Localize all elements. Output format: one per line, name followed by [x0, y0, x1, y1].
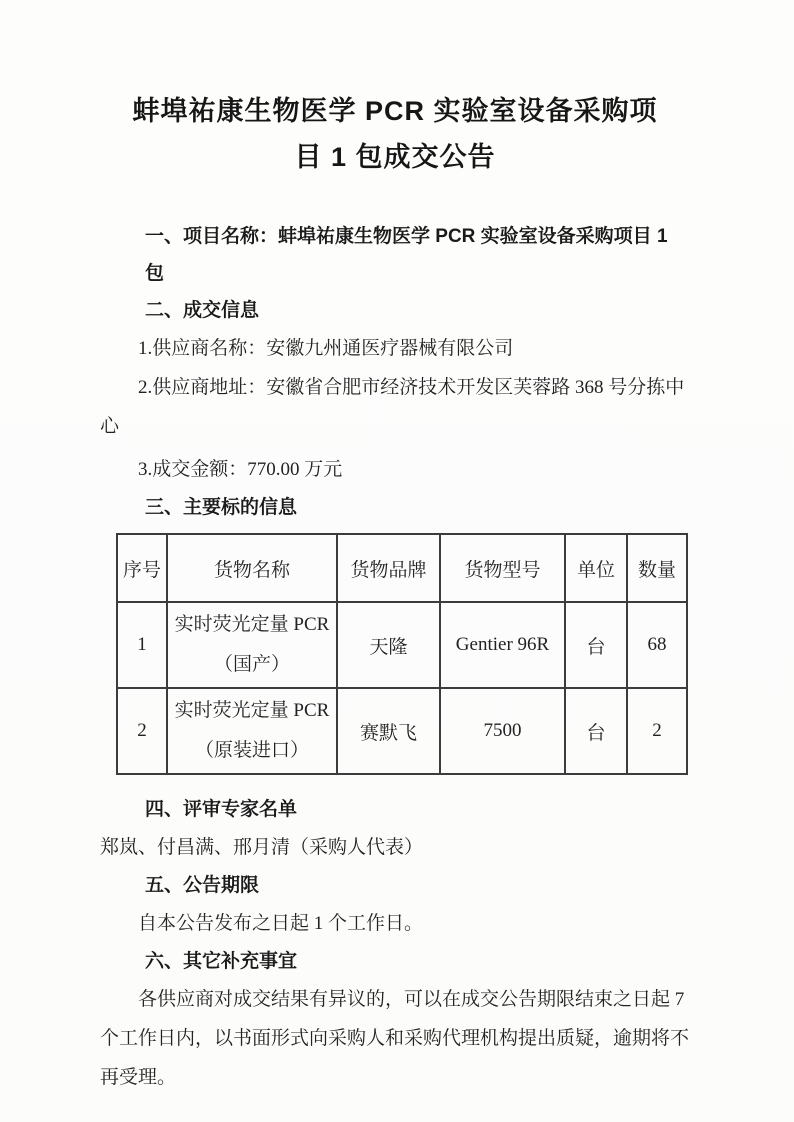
cell-qty: 2: [627, 688, 687, 774]
supplier-name-line: 1.供应商名称：安徽九州通医疗器械有限公司: [138, 338, 514, 359]
cell-brand: 赛默飞: [337, 688, 440, 774]
supplier-address-line: 2.供应商地址：安徽省合肥市经济技术开发区芙蓉路 368 号分拣中心: [100, 377, 685, 437]
goods-table-header-row: [117, 534, 687, 602]
cell-unit: 台: [565, 688, 627, 774]
cell-serial: 1: [117, 602, 167, 688]
col-header-model: 货物型号: [440, 534, 565, 602]
cell-serial: 2: [117, 688, 167, 774]
goods-name-line-1: 实时荧光定量 PCR: [174, 614, 330, 635]
cell-goods-name: [167, 688, 337, 774]
expert-names-line: 郑岚、付昌满、邢月清（采购人代表）: [100, 837, 424, 858]
col-header-serial: 序号: [117, 534, 167, 602]
section-heading-supplementary: 六、其它补充事宜: [145, 951, 298, 972]
table-row: [117, 602, 687, 688]
col-header-qty: 数量: [627, 534, 687, 602]
award-amount-line: 3.成交金额：770.00 万元: [138, 459, 343, 480]
section-heading-award-info: 二、成交信息: [145, 300, 260, 321]
goods-name-line-2: （国产）: [213, 654, 290, 675]
goods-table: [116, 533, 688, 775]
goods-name-line-1: 实时荧光定量 PCR: [174, 700, 330, 721]
cell-model: Gentier 96R: [440, 602, 565, 688]
section-heading-project-name: 一、项目名称：蚌埠祐康生物医学 PCR 实验室设备采购项目 1 包: [145, 226, 668, 284]
goods-name-line-2: （原装进口）: [194, 740, 309, 761]
cell-brand: 天隆: [337, 602, 440, 688]
cell-unit: 台: [565, 602, 627, 688]
announcement-period-line: 自本公告发布之日起 1 个工作日。: [138, 913, 424, 934]
document-title-line-1: 蚌埠祐康生物医学 PCR 实验室设备采购项: [132, 96, 658, 126]
table-row: [117, 688, 687, 774]
cell-goods-name: [167, 602, 337, 688]
section-heading-announcement-period: 五、公告期限: [145, 875, 260, 896]
document-title: [100, 88, 690, 180]
cell-qty: 68: [627, 602, 687, 688]
col-header-goods-name: 货物名称: [167, 534, 337, 602]
section-heading-main-subject: 三、主要标的信息: [145, 497, 298, 518]
col-header-brand: 货物品牌: [337, 534, 440, 602]
supplementary-paragraph: 各供应商对成交结果有异议的，可以在成交公告期限结束之日起 7 个工作日内，以书面形式向采购人和采购代理机构提出质疑，逾期将不再受理。: [100, 989, 690, 1088]
section-heading-expert-list: 四、评审专家名单: [145, 799, 298, 820]
col-header-unit: 单位: [565, 534, 627, 602]
document-title-line-2: 目 1 包成交公告: [294, 142, 496, 172]
cell-model: 7500: [440, 688, 565, 774]
